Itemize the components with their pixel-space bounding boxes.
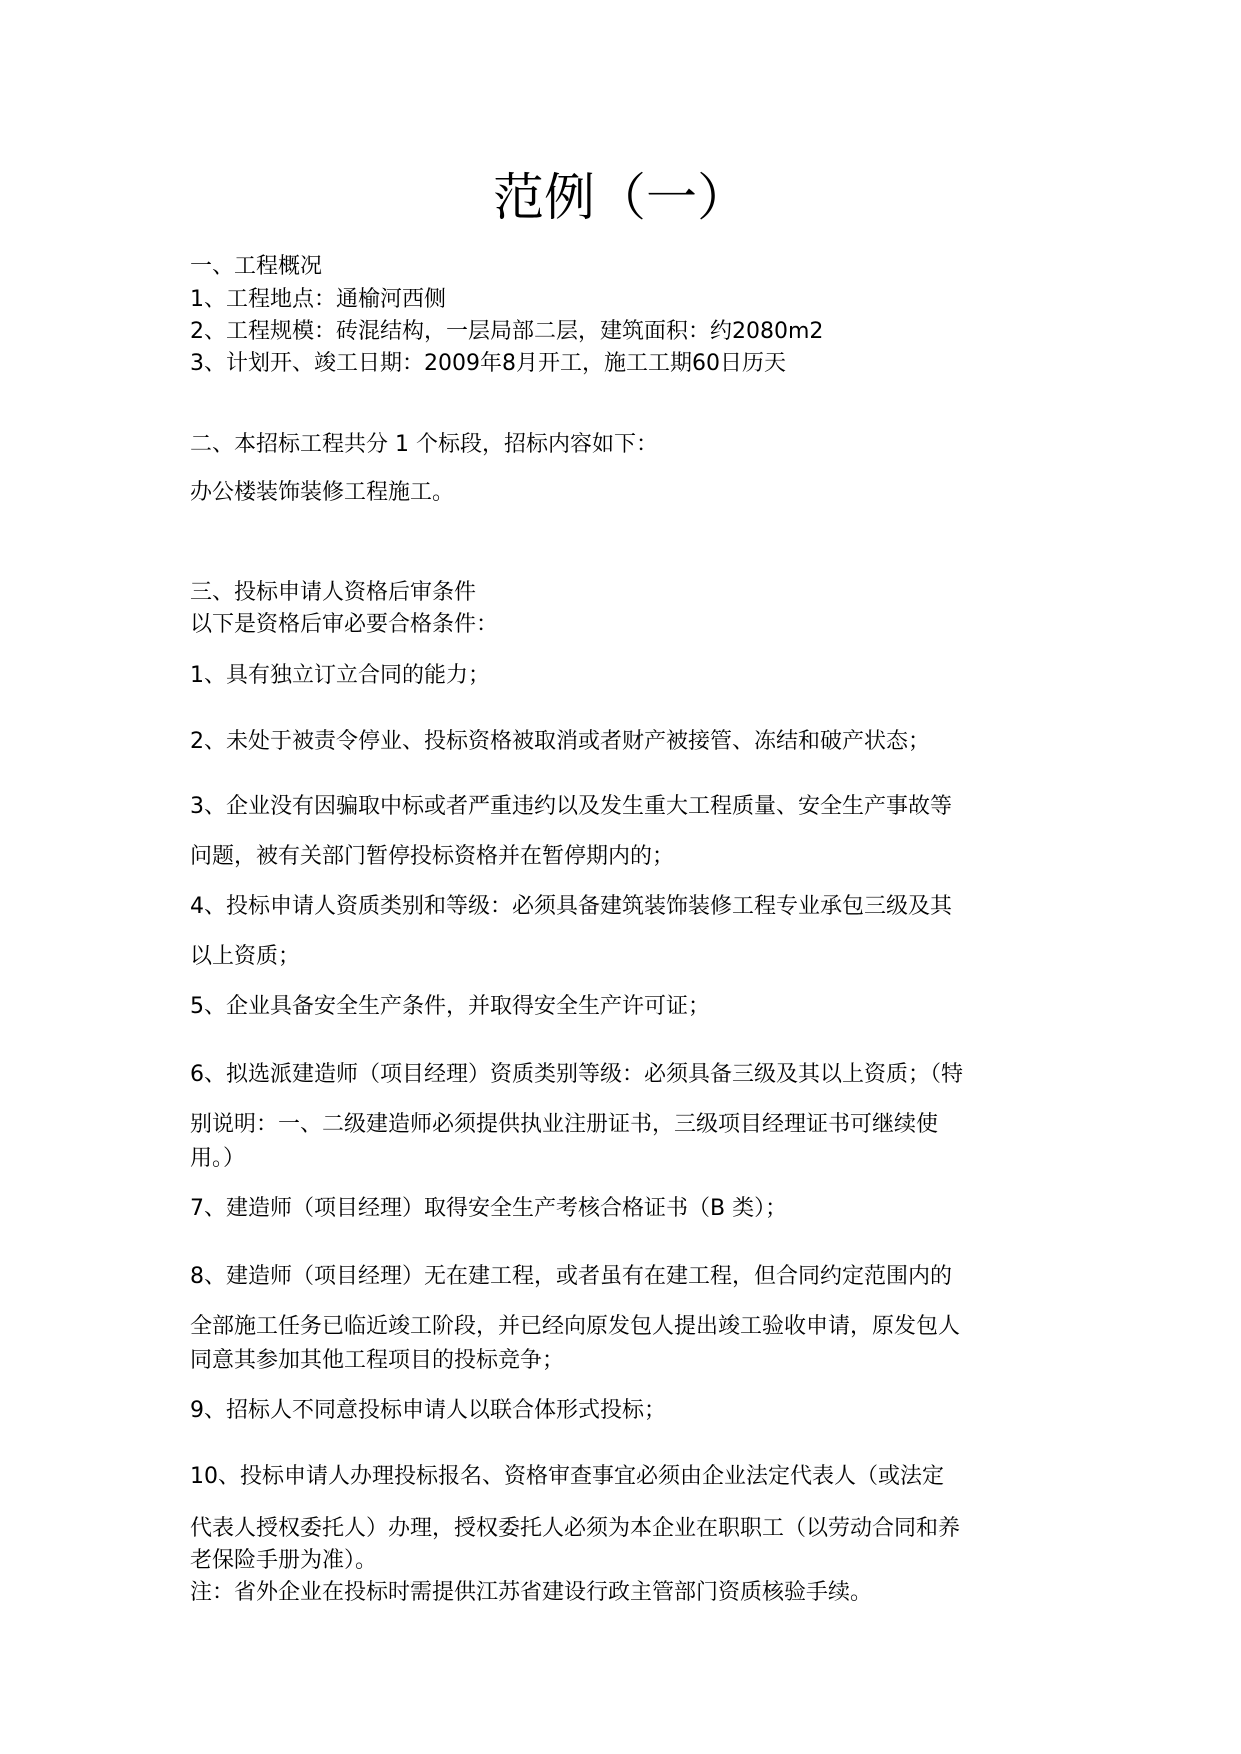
list-item-continuation: 同意其参加其他工程项目的投标竞争； — [190, 1348, 565, 1373]
list-item-continuation: 别说明：一、二级建造师必须提供执业注册证书，三级项目经理证书可继续使 — [190, 1112, 939, 1137]
list-item: 9、招标人不同意投标申请人以联合体形式投标； — [190, 1398, 666, 1423]
section-heading: 三、投标申请人资格后审条件 — [190, 580, 477, 605]
list-item: 6、拟选派建造师（项目经理）资质类别等级：必须具备三级及其以上资质；（特 — [190, 1062, 963, 1087]
list-item: 4、投标申请人资质类别和等级：必须具备建筑装饰装修工程专业承包三级及其 — [190, 894, 952, 919]
list-item-continuation: 代表人授权委托人）办理，授权委托人必须为本企业在职职工（以劳动合同和养 — [190, 1516, 961, 1541]
document-title: 范例（一） — [492, 169, 748, 228]
list-item-continuation: 老保险手册为准）。 — [190, 1548, 378, 1573]
note-line: 注：省外企业在投标时需提供江苏省建设行政主管部门资质核验手续。 — [190, 1580, 873, 1605]
paragraph-line: 3、计划开、竣工日期：2009年8月开工，施工工期60日历天 — [190, 351, 786, 376]
list-item-continuation: 用。） — [190, 1146, 246, 1171]
paragraph-line: 办公楼装饰装修工程施工。 — [190, 480, 455, 505]
list-item: 7、建造师（项目经理）取得安全生产考核合格证书（B 类）； — [190, 1196, 788, 1221]
paragraph-line: 2、工程规模：砖混结构，一层局部二层，建筑面积：约2080m2 — [190, 319, 824, 344]
list-item-continuation: 以上资质； — [190, 944, 301, 969]
list-item: 8、建造师（项目经理）无在建工程，或者虽有在建工程，但合同约定范围内的 — [190, 1264, 952, 1289]
list-item: 1、具有独立订立合同的能力； — [190, 663, 490, 688]
list-item-continuation: 问题，被有关部门暂停投标资格并在暂停期内的； — [190, 844, 675, 869]
list-item: 3、企业没有因骗取中标或者严重违约以及发生重大工程质量、安全生产事故等 — [190, 794, 952, 819]
list-item: 10、投标申请人办理投标报名、资格审查事宜必须由企业法定代表人（或法定 — [190, 1464, 944, 1489]
section-heading: 二、本招标工程共分 1 个标段，招标内容如下： — [190, 432, 658, 457]
section-heading: 一、工程概况 — [190, 254, 323, 279]
paragraph-line: 1、工程地点：通榆河西侧 — [190, 287, 446, 312]
list-item: 2、未处于被责令停业、投标资格被取消或者财产被接管、冻结和破产状态； — [190, 729, 930, 754]
list-item-continuation: 全部施工任务已临近竣工阶段，并已经向原发包人提出竣工验收申请，原发包人 — [190, 1314, 961, 1339]
list-item: 5、企业具备安全生产条件，并取得安全生产许可证； — [190, 994, 710, 1019]
paragraph-line: 以下是资格后审必要合格条件： — [190, 612, 499, 637]
